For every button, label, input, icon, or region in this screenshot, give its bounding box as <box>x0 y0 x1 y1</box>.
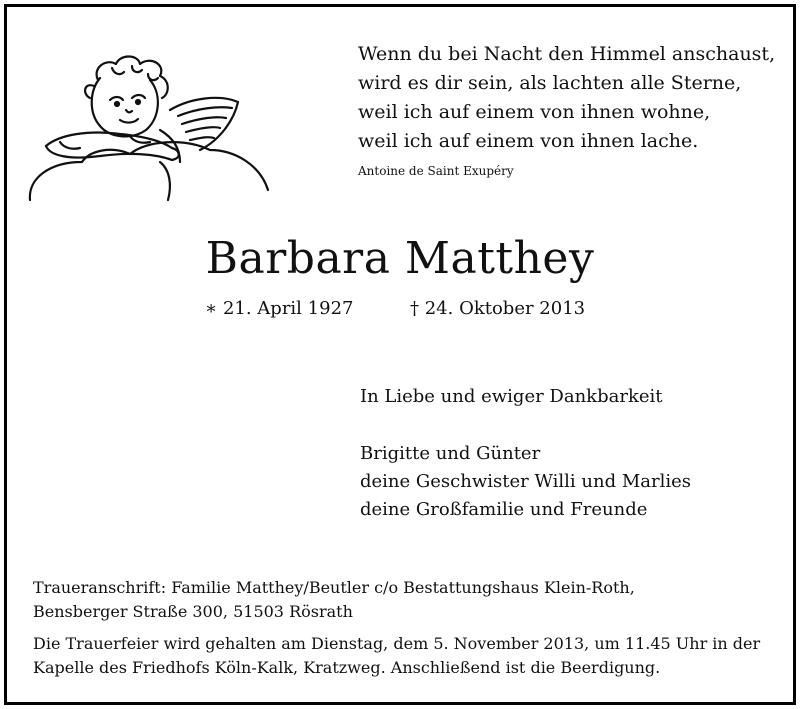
cherub-on-cloud-icon <box>20 50 285 205</box>
deceased-name: Barbara Matthey <box>205 233 595 284</box>
notice-line: Kapelle des Friedhofs Köln-Kalk, Kratzweg. Anschließend ist die Beerdigung. <box>33 658 661 677</box>
family-member: Brigitte und Günter <box>360 443 541 464</box>
poem-author: Antoine de Saint Exupéry <box>358 164 514 178</box>
poem-line: weil ich auf einem von ihnen wohne, <box>358 101 711 123</box>
notice-line: Die Trauerfeier wird gehalten am Dienstag, dem 5. November 2013, um 11.45 Uhr in der <box>33 634 761 653</box>
birth-date: ∗ 21. April 1927 <box>205 298 354 319</box>
poem-line: wird es dir sein, als lachten alle Sterne, <box>358 72 742 94</box>
address-line: Traueranschrift: Familie Matthey/Beutler c/o Bestattungshaus Klein-Roth, <box>33 578 635 597</box>
dedication-text: In Liebe und ewiger Dankbarkeit <box>360 386 663 407</box>
address-line: Bensberger Straße 300, 51503 Rösrath <box>33 602 353 621</box>
family-member: deine Großfamilie und Freunde <box>360 499 648 520</box>
poem-block <box>358 40 778 178</box>
poem-line: weil ich auf einem von ihnen lache. <box>358 130 699 152</box>
mourning-address <box>33 576 635 624</box>
death-date: † 24. Oktober 2013 <box>410 298 586 319</box>
funeral-notice <box>33 632 760 680</box>
poem-line: Wenn du bei Nacht den Himmel anschaust, <box>358 43 776 65</box>
family-member: deine Geschwister Willi und Marlies <box>360 471 691 492</box>
family-list <box>360 440 691 524</box>
